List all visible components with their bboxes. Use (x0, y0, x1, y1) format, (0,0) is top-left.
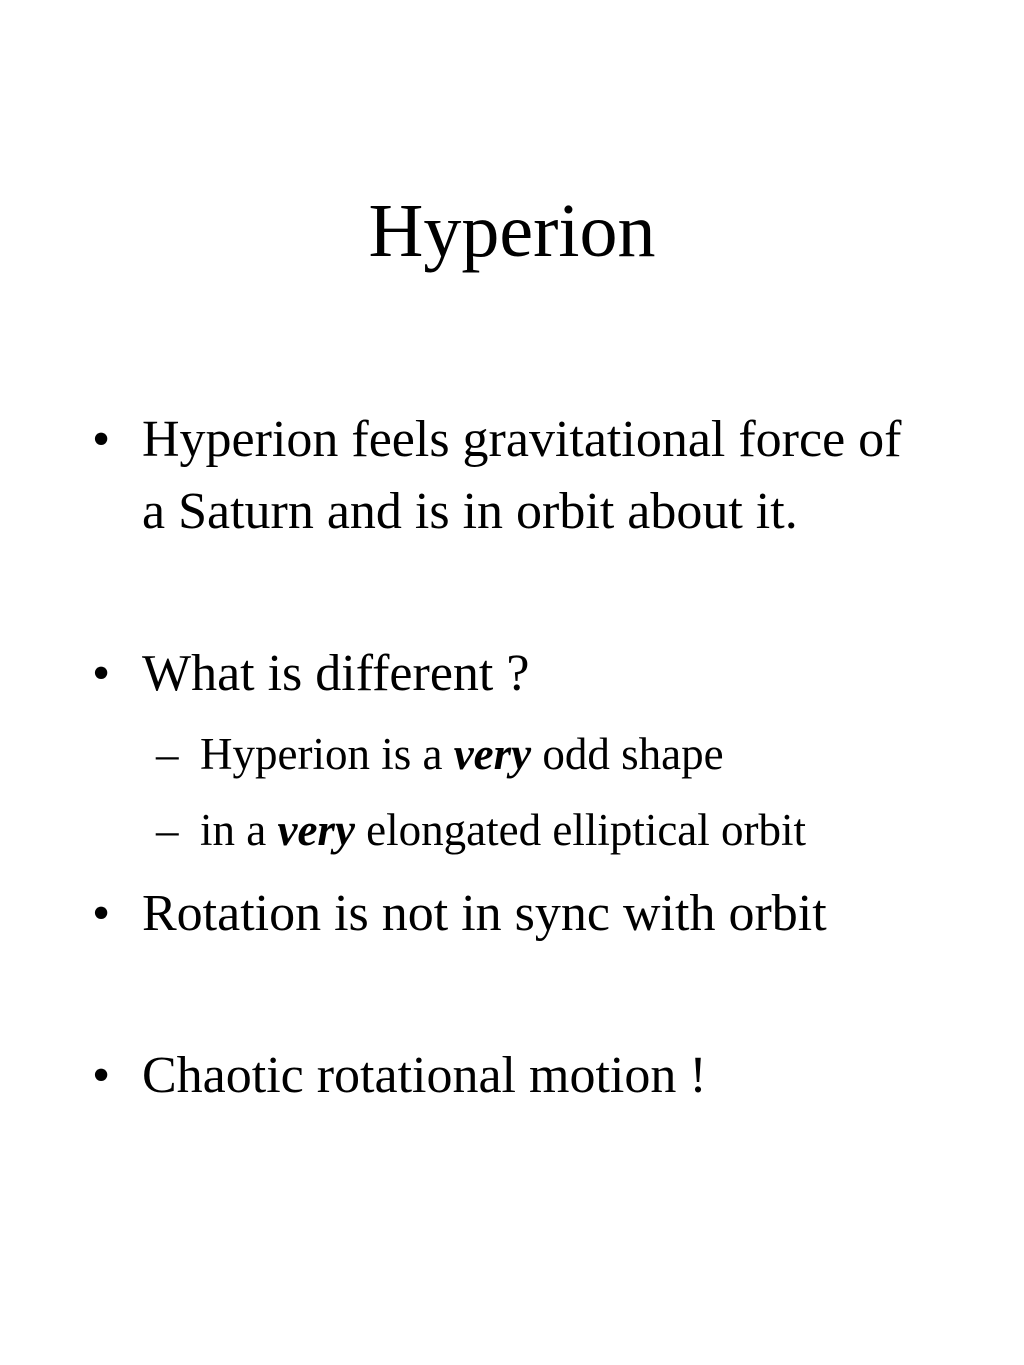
slide-title: Hyperion (368, 189, 656, 273)
bullet-marker: • (92, 411, 111, 468)
bullet-text: Chaotic rotational motion ! (142, 1047, 707, 1104)
bullet-marker: • (92, 1047, 111, 1104)
bullet-text: Rotation is not in sync with orbit (142, 885, 827, 942)
sub-bullet-item (156, 724, 980, 784)
bullet-marker: • (92, 645, 111, 702)
sub-bullet-text-after: elongated elliptical orbit (354, 805, 807, 855)
bullet-item (92, 638, 922, 710)
bullet-text: What is different ? (142, 645, 530, 702)
sub-bullet-marker: – (156, 805, 179, 855)
bullet-item (92, 878, 922, 950)
sub-bullet-emphasis: very (453, 729, 532, 779)
bullet-item (92, 404, 922, 548)
sub-bullet-item (156, 800, 980, 860)
bullet-text: Hyperion feels gravitational force of a Saturn and is in orbit about it. (142, 411, 902, 540)
sub-bullet-text-before: in a (200, 805, 278, 855)
sub-bullet-emphasis: very (277, 805, 355, 855)
sub-bullet-text-before: Hyperion is a (200, 729, 454, 779)
sub-bullet-text-after: odd shape (531, 729, 724, 779)
sub-bullet-marker: – (156, 729, 179, 779)
bullet-item (92, 1040, 922, 1112)
bullet-marker: • (92, 885, 111, 942)
